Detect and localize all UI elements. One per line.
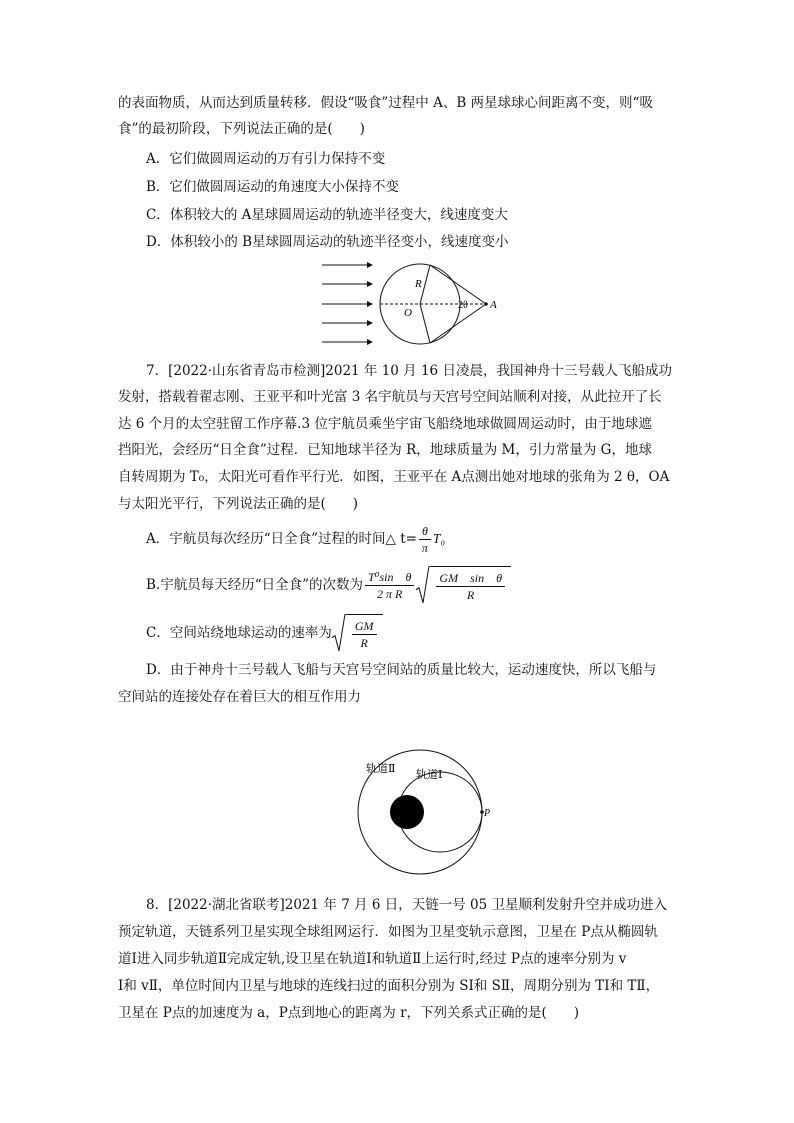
q7-text-line-2: 发射，搭载着翟志刚、王亚平和叶光富 3 名宇航员与天宫号空间站顺利对接，从此拉开了长	[118, 389, 662, 405]
radius-line-2	[420, 304, 430, 343]
q7-option-b	[146, 566, 511, 605]
label-orbit-2: 轨道Ⅱ	[366, 763, 396, 775]
q8-text-line-2: 预定轨道，天链系列卫星实现全球组网运行．如图为卫星变轨示意图，卫星在 P点从椭圆轨	[118, 924, 658, 940]
q8-text-line-4: Ⅰ和 vⅡ，单位时间内卫星与地球的连线扫过的面积分别为 SⅠ和 SⅡ，周期分别为 TⅠ和 TⅡ，	[118, 978, 660, 994]
q6-text-line-2: 食”的最初阶段，下列说法正确的是( )	[118, 121, 365, 137]
q7-option-c-sqrt: $\frac{GM}{R}$	[332, 614, 383, 653]
label-orbit-1: 轨道Ⅰ	[416, 769, 443, 781]
figure-orbits	[350, 745, 500, 875]
label-a: A	[490, 299, 497, 311]
point-a	[484, 302, 488, 306]
q6-text-line-1: 的表面物质，从而达到质量转移．假设“吸食”过程中 A、B 两星球球心间距离不变，则“吸	[118, 95, 653, 111]
label-angle: 2θ	[458, 300, 468, 311]
q7-text-line-1: 7．[2022·山东省青岛市检测]2021 年 10 月 16 日凌晨，我国神舟十三号载人飞船成功	[146, 363, 672, 379]
q7-option-d-line-1: D．由于神舟十三号载人飞船与天宫号空间站的质量比较大，运动速度快，所以飞船与	[146, 662, 657, 678]
q8-text-line-3: 道Ⅰ进入同步轨道Ⅱ完成定轨,设卫星在轨道Ⅰ和轨道Ⅱ上运行时,经过 P点的速率分别为 v	[118, 951, 627, 967]
q6-option-c: C．体积较大的 A星球圆周运动的轨迹半径变大，线速度变大	[146, 207, 508, 223]
q7-option-b-fraction: $\frac{\text{T⁰sin θ}}{\text{2 π R}}$	[365, 569, 414, 602]
sun-rays	[322, 265, 372, 342]
label-r: R	[415, 278, 422, 290]
earth-disk	[390, 795, 424, 829]
q7-option-a-text: A．宇航员每次经历“日全食”过程的时间△ t=	[146, 531, 417, 547]
label-p: P	[484, 808, 491, 819]
q7-text-line-3: 达 6 个月的太空驻留工作序幕.3 位宇航员乘坐宇宙飞船绕地球做圆周运动时，由于地球遮	[118, 416, 652, 432]
q6-option-b: B．它们做圆周运动的角速度大小保持不变	[146, 179, 399, 195]
q7-option-a-fraction: $\frac{\theta}{\pi}$	[419, 523, 431, 556]
q7-option-b-sqrt: $\frac{\text{GM sin θ}}{R}$	[416, 566, 511, 605]
q8-text-line-1: 8．[2022·湖北省联考]2021 年 7 月 6 日，天链一号 05 卫星顺利发射升空并成功进入	[146, 897, 668, 913]
q6-option-d: D．体积较小的 B星球圆周运动的轨迹半径变小，线速度变小	[146, 234, 509, 250]
figure-earth-shadow	[320, 256, 510, 348]
label-o: O	[404, 307, 412, 319]
tangent-top	[430, 265, 486, 304]
q7-option-b-text: B.宇航员每天经历“日全食”的次数为	[146, 577, 364, 593]
q7-text-line-6: 与太阳光平行，下列说法正确的是( )	[118, 496, 359, 512]
q6-option-a: A．它们做圆周运动的万有引力保持不变	[146, 151, 386, 167]
q7-option-c	[146, 614, 383, 653]
q7-option-c-text: C．空间站绕地球运动的速率为	[146, 625, 332, 641]
q7-text-line-4: 挡阳光，会经历“日全食”过程．已知地球半径为 R，地球质量为 M，引力常量为 G，地球	[118, 442, 652, 458]
q7-option-a-t0: T₀	[432, 531, 446, 546]
q8-text-line-5: 卫星在 P点的加速度为 a，P点到地心的距离为 r，下列关系式正确的是( )	[118, 1005, 580, 1021]
q7-option-a	[146, 522, 445, 556]
q7-option-d-line-2: 空间站的连接处存在着巨大的相互作用力	[118, 689, 361, 705]
q7-text-line-5: 自转周期为 T₀，太阳光可看作平行光．如图，王亚平在 A点测出她对地球的张角为 2 θ，OA	[118, 469, 670, 485]
